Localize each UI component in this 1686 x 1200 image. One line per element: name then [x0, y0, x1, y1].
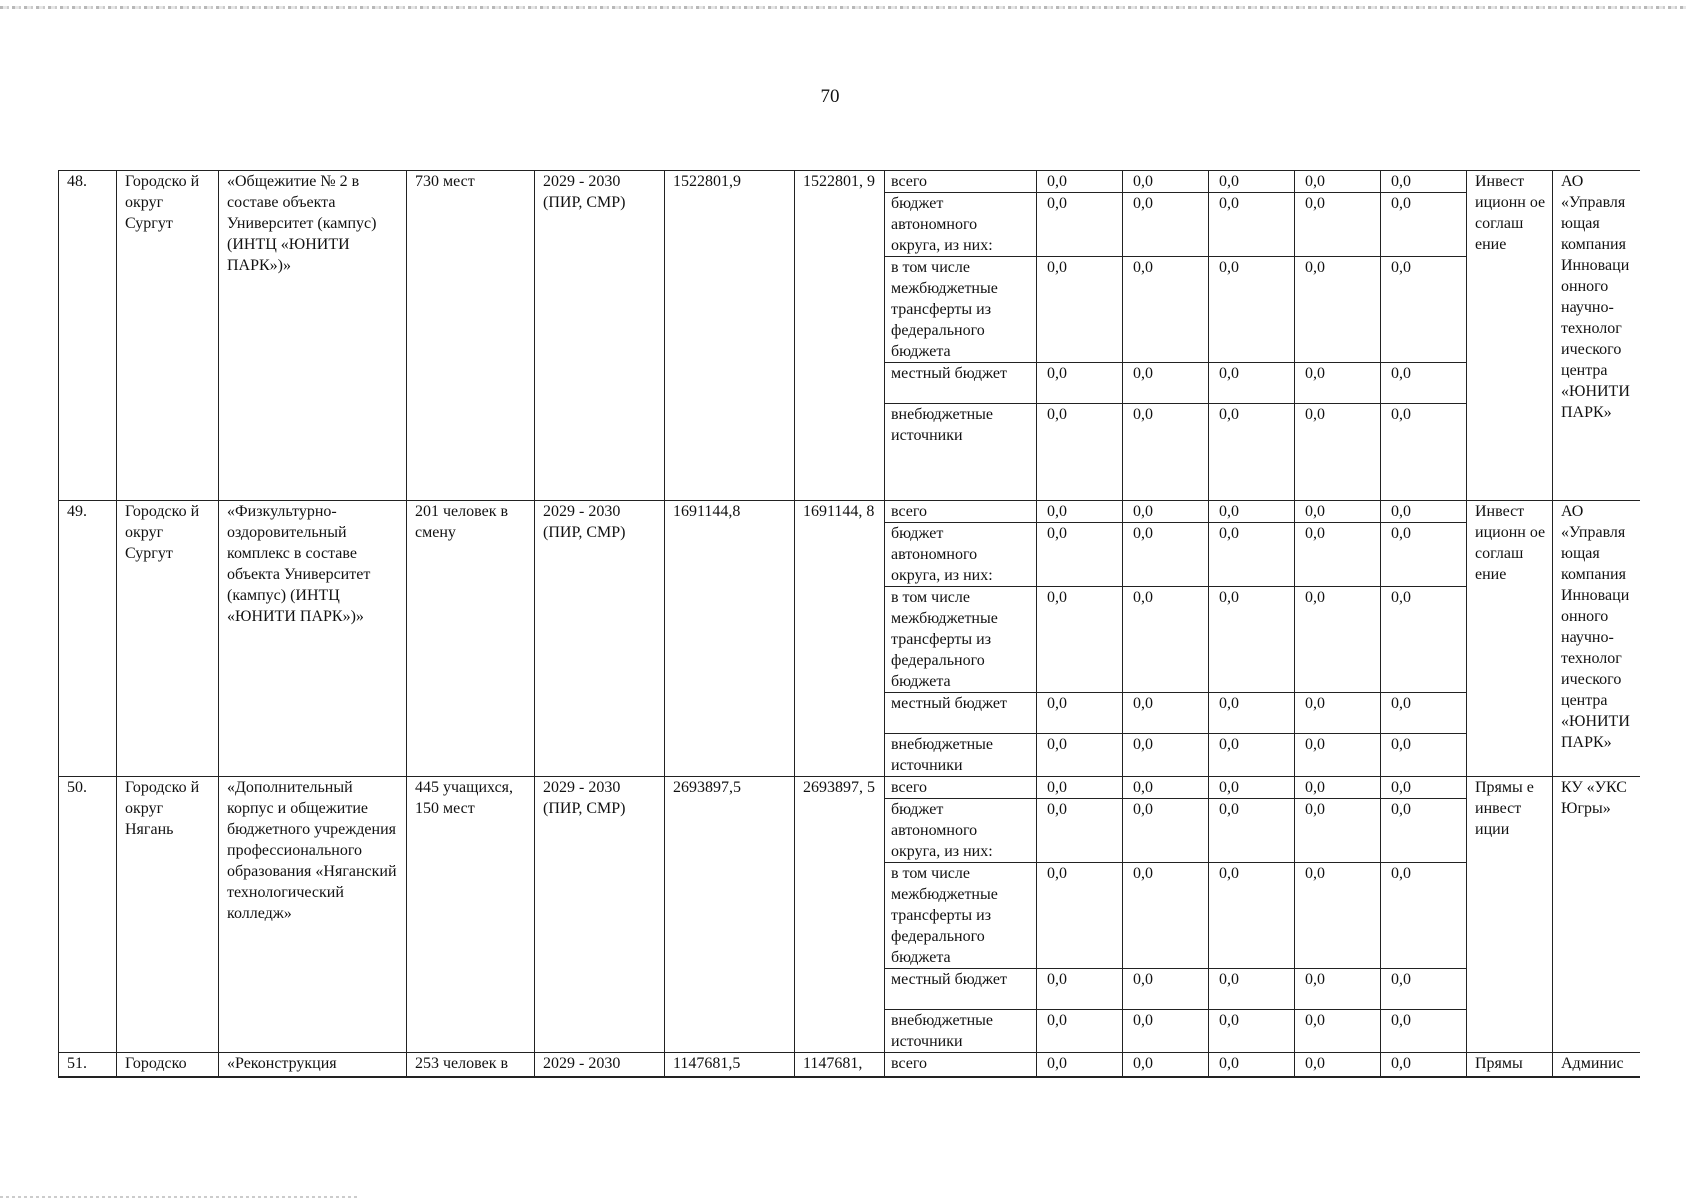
- funding-value: 0,0: [1037, 863, 1123, 969]
- funding-value: 0,0: [1381, 799, 1467, 863]
- customer-cell: Админис: [1553, 1053, 1641, 1077]
- funding-source-label: всего: [885, 777, 1037, 799]
- funding-value: 0,0: [1381, 734, 1467, 777]
- funding-value: 0,0: [1295, 863, 1381, 969]
- funding-value: 0,0: [1381, 863, 1467, 969]
- remaining-cost-cell: 1691144, 8: [795, 501, 885, 777]
- scan-artifact-top: [0, 6, 1686, 9]
- mechanism-cell: Инвест иционн ое соглаш ение: [1467, 171, 1553, 501]
- funding-value: 0,0: [1209, 171, 1295, 193]
- funding-value: 0,0: [1123, 171, 1209, 193]
- funding-value: 0,0: [1295, 171, 1381, 193]
- table-row: [59, 777, 1641, 799]
- remaining-cost-cell: 1522801, 9: [795, 171, 885, 501]
- funding-source-label: внебюджетные источники: [885, 734, 1037, 777]
- row-number: 49.: [59, 501, 117, 777]
- funding-value: 0,0: [1037, 363, 1123, 404]
- customer-cell: КУ «УКС Югры»: [1553, 777, 1641, 1053]
- remaining-cost-cell: 1147681,: [795, 1053, 885, 1077]
- customer-cell: АО «Управля ющая компания Инноваци онного научно-технолог ического центра «ЮНИТИ ПАРК»: [1553, 171, 1641, 501]
- funding-value: 0,0: [1381, 1053, 1467, 1077]
- funding-value: 0,0: [1123, 693, 1209, 734]
- locality-cell: Городско й округ Нягань: [117, 777, 219, 1053]
- funding-value: 0,0: [1123, 799, 1209, 863]
- funding-value: 0,0: [1295, 363, 1381, 404]
- funding-source-label: внебюджетные источники: [885, 404, 1037, 501]
- row-number: 51.: [59, 1053, 117, 1077]
- funding-source-label: местный бюджет: [885, 363, 1037, 404]
- funding-value: 0,0: [1209, 863, 1295, 969]
- capacity-cell: 201 человек в смену: [407, 501, 535, 777]
- funding-value: 0,0: [1037, 257, 1123, 363]
- funding-value: 0,0: [1037, 171, 1123, 193]
- funding-value: 0,0: [1037, 1010, 1123, 1053]
- funding-value: 0,0: [1381, 969, 1467, 1010]
- funding-value: 0,0: [1295, 734, 1381, 777]
- funding-value: 0,0: [1295, 257, 1381, 363]
- funding-value: 0,0: [1295, 777, 1381, 799]
- locality-cell: Городско й округ Сургут: [117, 171, 219, 501]
- funding-value: 0,0: [1381, 404, 1467, 501]
- cost-cell: 1522801,9: [665, 171, 795, 501]
- funding-value: 0,0: [1209, 587, 1295, 693]
- years-cell: 2029 - 2030 (ПИР, СМР): [535, 777, 665, 1053]
- table-wrapper: [58, 170, 1640, 1078]
- funding-value: 0,0: [1037, 501, 1123, 523]
- row-number: 48.: [59, 171, 117, 501]
- funding-value: 0,0: [1123, 523, 1209, 587]
- funding-value: 0,0: [1209, 1010, 1295, 1053]
- funding-value: 0,0: [1123, 734, 1209, 777]
- funding-value: 0,0: [1295, 193, 1381, 257]
- locality-cell: Городско: [117, 1053, 219, 1077]
- investment-objects-table: [58, 170, 1640, 1077]
- funding-source-label: бюджет автономного округа, из них:: [885, 799, 1037, 863]
- table-row: [59, 501, 1641, 523]
- years-cell: 2029 - 2030 (ПИР, СМР): [535, 171, 665, 501]
- funding-value: 0,0: [1209, 501, 1295, 523]
- funding-source-label: местный бюджет: [885, 969, 1037, 1010]
- funding-value: 0,0: [1037, 1053, 1123, 1077]
- funding-value: 0,0: [1209, 777, 1295, 799]
- cost-cell: 1691144,8: [665, 501, 795, 777]
- funding-source-label: бюджет автономного округа, из них:: [885, 523, 1037, 587]
- funding-value: 0,0: [1295, 523, 1381, 587]
- funding-value: 0,0: [1295, 501, 1381, 523]
- funding-source-label: всего: [885, 171, 1037, 193]
- funding-value: 0,0: [1209, 734, 1295, 777]
- funding-value: 0,0: [1381, 777, 1467, 799]
- funding-source-label: в том числе межбюджетные трансферты из федерального бюджета: [885, 587, 1037, 693]
- funding-value: 0,0: [1209, 257, 1295, 363]
- funding-value: 0,0: [1381, 587, 1467, 693]
- funding-source-label: внебюджетные источники: [885, 1010, 1037, 1053]
- table-row: [59, 171, 1641, 193]
- funding-value: 0,0: [1123, 501, 1209, 523]
- funding-value: 0,0: [1037, 404, 1123, 501]
- capacity-cell: 445 учащихся, 150 мест: [407, 777, 535, 1053]
- funding-value: 0,0: [1381, 363, 1467, 404]
- funding-value: 0,0: [1295, 693, 1381, 734]
- funding-value: 0,0: [1123, 193, 1209, 257]
- funding-value: 0,0: [1295, 587, 1381, 693]
- years-cell: 2029 - 2030 (ПИР, СМР): [535, 501, 665, 777]
- funding-source-label: всего: [885, 501, 1037, 523]
- object-name-cell: «Физкультурно-оздоровительный комплекс в составе объекта Университет (кампус) (ИНТЦ «ЮНИТИ ПАРК»)»: [219, 501, 407, 777]
- funding-value: 0,0: [1037, 799, 1123, 863]
- funding-value: 0,0: [1037, 734, 1123, 777]
- funding-value: 0,0: [1037, 777, 1123, 799]
- funding-value: 0,0: [1381, 693, 1467, 734]
- funding-value: 0,0: [1209, 693, 1295, 734]
- funding-source-label: в том числе межбюджетные трансферты из федерального бюджета: [885, 863, 1037, 969]
- funding-value: 0,0: [1209, 193, 1295, 257]
- capacity-cell: 730 мест: [407, 171, 535, 501]
- funding-value: 0,0: [1123, 257, 1209, 363]
- funding-value: 0,0: [1123, 1053, 1209, 1077]
- funding-value: 0,0: [1123, 777, 1209, 799]
- funding-value: 0,0: [1209, 363, 1295, 404]
- funding-value: 0,0: [1209, 523, 1295, 587]
- object-name-cell: «Общежитие № 2 в составе объекта Университет (кампус) (ИНТЦ «ЮНИТИ ПАРК»)»: [219, 171, 407, 501]
- scan-artifact-bottom: [0, 1196, 360, 1198]
- funding-value: 0,0: [1381, 193, 1467, 257]
- funding-value: 0,0: [1381, 257, 1467, 363]
- funding-value: 0,0: [1381, 501, 1467, 523]
- funding-value: 0,0: [1123, 863, 1209, 969]
- funding-value: 0,0: [1295, 969, 1381, 1010]
- cost-cell: 2693897,5: [665, 777, 795, 1053]
- years-cell: 2029 - 2030: [535, 1053, 665, 1077]
- row-number: 50.: [59, 777, 117, 1053]
- funding-value: 0,0: [1037, 193, 1123, 257]
- funding-value: 0,0: [1209, 404, 1295, 501]
- funding-source-label: всего: [885, 1053, 1037, 1077]
- funding-source-label: бюджет автономного округа, из них:: [885, 193, 1037, 257]
- remaining-cost-cell: 2693897, 5: [795, 777, 885, 1053]
- funding-value: 0,0: [1381, 1010, 1467, 1053]
- object-name-cell: «Реконструкция: [219, 1053, 407, 1077]
- cost-cell: 1147681,5: [665, 1053, 795, 1077]
- funding-value: 0,0: [1037, 523, 1123, 587]
- funding-value: 0,0: [1037, 969, 1123, 1010]
- customer-cell: АО «Управля ющая компания Инноваци онного научно-технолог ического центра «ЮНИТИ ПАРК»: [1553, 501, 1641, 777]
- funding-value: 0,0: [1037, 693, 1123, 734]
- funding-value: 0,0: [1037, 587, 1123, 693]
- capacity-cell: 253 человек в: [407, 1053, 535, 1077]
- funding-value: 0,0: [1123, 363, 1209, 404]
- funding-source-label: местный бюджет: [885, 693, 1037, 734]
- funding-value: 0,0: [1295, 799, 1381, 863]
- funding-value: 0,0: [1123, 587, 1209, 693]
- funding-value: 0,0: [1123, 404, 1209, 501]
- locality-cell: Городско й округ Сургут: [117, 501, 219, 777]
- funding-value: 0,0: [1295, 1010, 1381, 1053]
- funding-value: 0,0: [1123, 969, 1209, 1010]
- funding-value: 0,0: [1209, 799, 1295, 863]
- mechanism-cell: Прямы е инвест иции: [1467, 777, 1553, 1053]
- funding-value: 0,0: [1381, 523, 1467, 587]
- funding-value: 0,0: [1295, 404, 1381, 501]
- funding-value: 0,0: [1209, 1053, 1295, 1077]
- funding-value: 0,0: [1123, 1010, 1209, 1053]
- mechanism-cell: Инвест иционн ое соглаш ение: [1467, 501, 1553, 777]
- funding-value: 0,0: [1295, 1053, 1381, 1077]
- mechanism-cell: Прямы: [1467, 1053, 1553, 1077]
- funding-source-label: в том числе межбюджетные трансферты из федерального бюджета: [885, 257, 1037, 363]
- funding-value: 0,0: [1209, 969, 1295, 1010]
- page-number: 70: [820, 86, 840, 107]
- table-row: [59, 1053, 1641, 1077]
- object-name-cell: «Дополнительный корпус и общежитие бюджетного учреждения профессионального образования «Няганский технологический колледж»: [219, 777, 407, 1053]
- funding-value: 0,0: [1381, 171, 1467, 193]
